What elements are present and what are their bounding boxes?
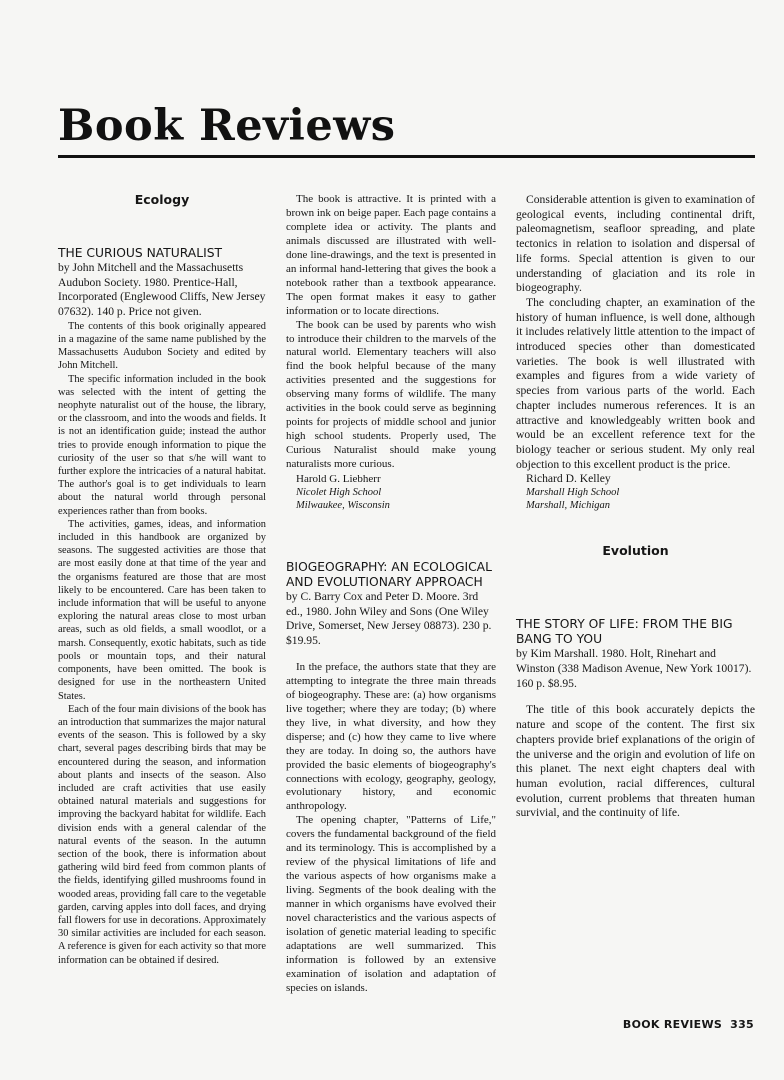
column-1 (58, 193, 266, 967)
review-2-title: BIOGEOGRAPHY: AN ECOLOGICAL AND EVOLUTIONARY APPROACH (286, 560, 492, 590)
review-2-info: by C. Barry Cox and Peter D. Moore. 3rd ed., 1980. John Wiley and Sons (One Wiley Drive, Somerset, New Jersey 08873). 230 p. $19.95. (286, 590, 492, 648)
review-1-paragraph-2: The specific information included in the book was selected with the intent of getting the neophyte naturalist out of the house, the library, or the classroom, and into the woods and fields. It is not an identification guide; instead the author tries to provide enough information to pique the curiosity of the user so that s/he will want to further explore the intricacies of a natural habitat. The author's goal is to get individuals to learn about the natural world through personal experiences rather than from books. (58, 373, 266, 517)
review-1-paragraph-6: The book can be used by parents who wish to introduce their children to the marvels of the natural world. Elementary teachers will also find the book helpful because of the many activities presented and the suggestions for observing many forms of wildlife. The many activities in the book could serve as beginning points for projects of middle school and junior high school students. Properly used, The Curious Naturalist should make young naturalists more curious. (286, 318, 496, 471)
footer-label: BOOK REVIEWS (622, 1018, 723, 1031)
review-1-title: THE CURIOUS NATURALIST (58, 246, 223, 260)
review-1-paragraph-1: The contents of this book originally appeared in a magazine of the same name published by the Massachusetts Audubon Society and edited by John Mitchell. (58, 320, 266, 372)
review-3-paragraph-1: The title of this book accurately depicts the nature and scope of the content. The first six chapters provide brief explanations of the origin of the universe and the origin and evolution of life on this planet. The next eight chapters deal with human evolution, racial differences, cultural evolution, current problems that threaten human survivial, and the continuity of life. (516, 703, 755, 820)
review-3-info: by Kim Marshall. 1980. Holt, Rinehart and Winston (338 Madison Avenue, New York 10017). 160 p. $8.95. (516, 647, 752, 690)
page-number: 335 (730, 1018, 754, 1031)
review-2-paragraph-1: In the preface, the authors state that they are attempting to integrate the three main threads of biogeography. These are: (a) how organisms live together; where they are today; (b) where they live, in what diversity, and how they disperse; and (c) how they came to live where they are today. In doing so, the authors have provided the basic elements of biogeography's connections with ecology, geography, geology, evolutionary history, and economic anthropology. (286, 660, 496, 813)
page-footer (623, 1018, 754, 1031)
review-1-school: Nicolet High School (296, 487, 382, 499)
review-2-location: Marshall, Michigan (526, 500, 610, 512)
page-title: Book Reviews (58, 101, 396, 151)
title-rule (58, 155, 755, 158)
review-1-location: Milwaukee, Wisconsin (296, 500, 390, 512)
review-1-reviewer: Harold G. Liebherr (296, 473, 381, 486)
review-1-paragraph-5: The book is attractive. It is printed with a brown ink on beige paper. Each page contains a complete idea or activity. The plants and animals discussed are illustrated with well-done line-drawings, and the text is presented in an informal hand-lettering that gives the book a notebook rather than a textbook appearance. The open format makes it easy to gather information or to locate directions. (286, 193, 496, 317)
review-2-paragraph-3: Considerable attention is given to examination of geological events, including continental drift, paleomagnetism, seafloor spreading, and plate tectonics in relation to isolation and dispersal of life forms. Special attention is given to our understanding of glaciation and its role in biogeography. (516, 193, 755, 295)
review-1-paragraph-4: Each of the four main divisions of the book has an introduction that summarizes the major natural events of the season. This is followed by a sky chart, several pages describing birds that may be encountered during the season, and information about plants and insects of the season. Also included are craft activities that use easily obtained natural materials and suggestions for improving the backyard habitat for wildlife. Each division ends with a general calendar of the natural events of the season. In the autumn section of the book, there is information about gathering wild bird feed from common plants of the fields, identifying gilled mushrooms found in wooded areas, providing fall care to the vegetable garden, carving apples into doll faces, and drying fall flowers for use in decorations. Approximately 30 similar activities are included for each season. A reference is given for each activity so that more information can be obtained if desired. (58, 703, 266, 966)
review-2-paragraph-2: The opening chapter, "Patterns of Life," covers the fundamental background of the field and its terminology. This is accomplished by a review of the physical limitations of life and the various aspects of how organisms make a living. Segments of the book dealing with the manner in which organisms have evolved their novel characteristics and the various aspects of isolation of genetic material leading to specific adaptations are well summarized. This information is followed by an extensive examination of isolation and adaptation of species on islands. (286, 814, 496, 994)
review-2-reviewer: Richard D. Kelley (526, 472, 611, 486)
column-3 (516, 193, 755, 821)
review-3-title: THE STORY OF LIFE: FROM THE BIG BANG TO YOU (516, 617, 733, 647)
column-2 (286, 193, 496, 996)
review-2-school: Marshall High School (526, 487, 620, 499)
review-1-info: by John Mitchell and the Massachusetts Audubon Society. 1980. Prentice-Hall, Incorporated (Englewood Cliffs, New Jersey 07632). 140 p. Price not given. (58, 261, 266, 319)
section-heading-evolution: Evolution (602, 543, 669, 559)
section-heading-ecology: Ecology (134, 192, 190, 207)
review-2-paragraph-4: The concluding chapter, an examination of the history of human influence, is well done, although it includes relatively little attention to the impact of introduced species other than domesticated varieties. The book is well illustrated with examples and figures from a wide variety of species from various parts of the world. Each chapter includes numerous references. It is an attractive and knowledgeably written book and would be an excellent reference text for the biology teacher or serious student. My only real objection to this excellent product is the price. (516, 295, 755, 471)
review-1-paragraph-3: The activities, games, ideas, and information included in this handbook are organized by seasons. The suggested activities are those that are most easily done at that time of the year and the organisms featured are those that are most likely to be encountered. Care has been taken to include information that will be useful to anyone exploring the natural areas close to most urban areas, such as old fields, a small woodlot, or a marsh. Consequently, exotic habitats, such as tide pools or mountain tops, and their natural components, have been omitted. The book is designed for use in the northeastern United States. (58, 518, 266, 702)
